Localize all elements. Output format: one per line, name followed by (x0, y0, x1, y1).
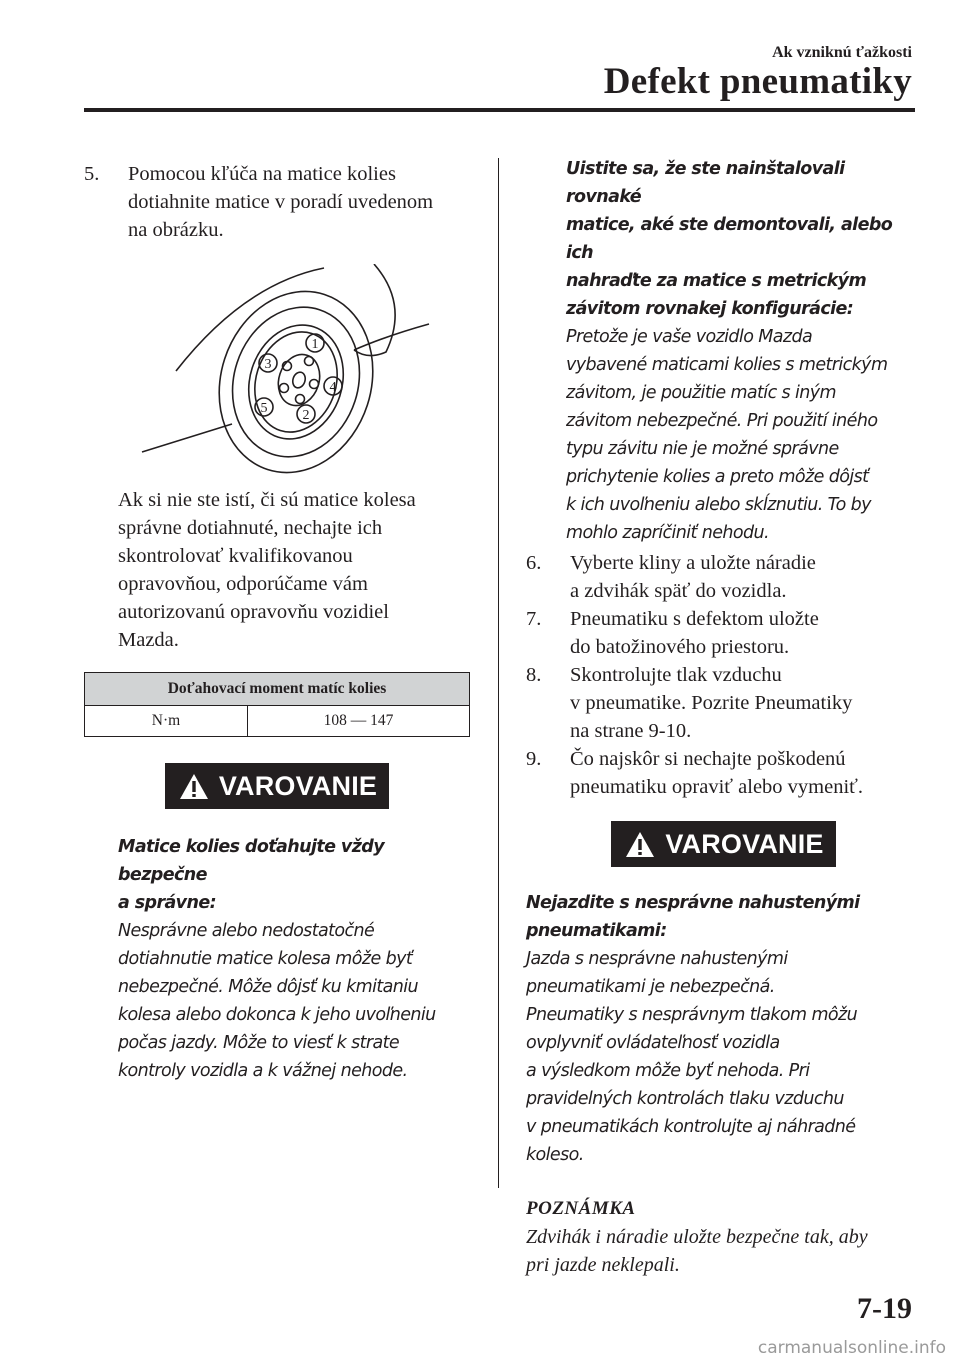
warning-text-line: mohlo zapríčiniť nehodu. (566, 523, 769, 543)
nut-label-1: 1 (311, 337, 319, 352)
warning-text-line: pravidelných kontrolách tlaku vzduchu (526, 1089, 844, 1109)
torque-table-header: Doťahovací moment matíc kolies (85, 673, 470, 706)
step-9 (526, 745, 921, 801)
text-line: Ak si nie ste istí, či sú matice kolesa (118, 489, 416, 511)
ground-line (142, 424, 232, 452)
step-number: 7. (526, 608, 542, 630)
torque-unit: N·m (85, 706, 248, 737)
warning-title-line: a správne: (118, 893, 217, 913)
warning-text-line: kolesa alebo dokonca k jeho uvoľneniu (118, 1005, 436, 1025)
warning-title-line: Uistite sa, že ste nainštalovali rovnaké (566, 159, 845, 207)
warning-title-line: pneumatikami: (526, 921, 667, 941)
step-number: 8. (526, 664, 542, 686)
column-divider (498, 158, 499, 1188)
warning-banner-wrap (526, 821, 921, 867)
nut-label-4: 4 (329, 380, 337, 395)
page-number: 7-19 (857, 1292, 912, 1325)
warning-text-line: v pneumatikách kontrolujte aj náhradné (526, 1117, 856, 1137)
warning-text-line: ovplyvniť ovládateľnosť vozidla (526, 1033, 780, 1053)
warning-title-line: závitom rovnakej konfigurácie: (566, 299, 854, 319)
step-text-line: na obrázku. (128, 219, 224, 241)
step-5 (84, 160, 470, 244)
step-text-line: Pomocou kľúča na matice kolies (128, 163, 396, 185)
warning-text-line: k ich uvoľneniu alebo skĺznutiu. To by (566, 495, 871, 515)
step-number: 5. (84, 163, 100, 185)
note-text-line: pri jazde neklepali. (526, 1254, 680, 1276)
warning-text-line: typu závitu nie je možné správne (566, 439, 839, 459)
warning-text-line: Jazda s nesprávne nahustenými (526, 949, 788, 969)
warning-text-line: pneumatikami je nebezpečná. (526, 977, 775, 997)
warning-title-line: nahraďte za matice s metrickým (566, 271, 867, 291)
nut-label-5: 5 (260, 401, 268, 416)
tire-inner (214, 291, 379, 474)
text-line: správne dotiahnuté, nechajte ich (118, 517, 383, 539)
torque-table (84, 672, 470, 737)
step-6 (526, 549, 921, 605)
tire-outer (196, 271, 396, 474)
step-text-line: Vyberte kliny a uložte náradie (570, 552, 816, 574)
warning-text-line: nebezpečné. Môže dôjsť ku kmitaniu (118, 977, 419, 997)
step-text-line: na strane 9-10. (570, 720, 692, 742)
warning-banner (611, 821, 835, 867)
step-text-line: pneumatiku opraviť alebo vymeniť. (570, 776, 864, 798)
warning-title-line: Matice kolies doťahujte vždy bezpečne (118, 837, 385, 885)
lug-nut (280, 384, 289, 393)
text-line: opravovňou, odporúčame vám (118, 573, 368, 595)
warning-title-line: Nejazdite s nesprávne nahustenými (526, 893, 860, 913)
note-text-line: Zdvihák i náradie uložte bezpečne tak, aby (526, 1226, 868, 1248)
text-line: skontrolovať kvalifikovanou (118, 545, 353, 567)
note-title: POZNÁMKA (526, 1198, 636, 1219)
step-text-line: Čo najskôr si nechajte poškodenú (570, 748, 846, 770)
lug-nut (310, 380, 319, 389)
warning-text-line: koleso. (526, 1145, 584, 1165)
warning-text-line: kontroly vozidla a k vážnej nehode. (118, 1061, 408, 1081)
steps-list (526, 549, 921, 801)
nut-label-2: 2 (302, 408, 310, 423)
step-text-line: v pneumatike. Pozrite Pneumatiky (570, 692, 853, 714)
warning-triangle-icon (625, 831, 655, 858)
note-block (526, 1195, 921, 1279)
warning-text-line: počas jazdy. Môže to viesť k strate (118, 1033, 400, 1053)
warning-text-line: závitom nebezpečné. Pri použití iného (566, 411, 878, 431)
fender-arch (176, 268, 324, 371)
step-text-line: Pneumatiku s defektom uložte (570, 608, 819, 630)
warning-label: VAROVANIE (665, 828, 824, 859)
header-rule (84, 108, 915, 112)
text-line: Mazda. (118, 629, 179, 651)
warning-text-line: a výsledkom môže byť nehoda. Pri (526, 1061, 810, 1081)
warning-banner (165, 763, 389, 809)
warning-text-line: závitom, je použitie matíc s iným (566, 383, 836, 403)
tire-pressure-warning (526, 889, 921, 1169)
lug-nut (305, 357, 314, 366)
step-number: 9. (526, 748, 542, 770)
warning-banner-wrap (84, 763, 470, 809)
text-line: autorizovanú opravovňu vozidiel (118, 601, 389, 623)
warning-text-line: prichytenie kolies a preto môže dôjsť (566, 467, 869, 487)
torque-value: 108 ― 147 (248, 706, 470, 737)
warning-title-line: matice, aké ste demontovali, alebo ich (566, 215, 893, 263)
left-column (84, 160, 470, 1085)
warning-text-line: dotiahnutie matice kolesa môže byť (118, 949, 413, 969)
section-title: Ak vzniknú ťažkosti (772, 44, 912, 61)
warning-label: VAROVANIE (218, 770, 378, 801)
step-text-line: a zdvihák späť do vozidla. (570, 580, 787, 602)
step-text-line: Skontrolujte tlak vzduchu (570, 664, 782, 686)
hub-ring (272, 349, 326, 411)
warning-text-line: Pretože je vaše vozidlo Mazda (566, 327, 813, 347)
step-7 (526, 605, 921, 661)
warning-content (84, 833, 470, 1085)
nut-label-3: 3 (264, 357, 272, 372)
warning-text-line: vybavené maticami kolies s metrickým (566, 355, 888, 375)
warning-triangle-icon (179, 773, 209, 800)
wheel-nut-order-figure (124, 264, 464, 474)
step-text-line: dotiahnite matice v poradí uvedenom (128, 191, 434, 213)
step-8 (526, 661, 921, 745)
watermark: carmanualsonline.info (757, 1338, 946, 1358)
step-number: 6. (526, 552, 542, 574)
tightening-advice (84, 486, 470, 654)
warning-text-line: Nesprávne alebo nedostatočné (118, 921, 375, 941)
lug-nut (296, 395, 305, 404)
step-text-line: do batožinového priestoru. (570, 636, 790, 658)
right-column (526, 155, 921, 1279)
page-title: Defekt pneumatiky (603, 61, 912, 102)
hub-center (291, 371, 307, 390)
metric-nut-warning-continued (526, 155, 921, 547)
warning-text-line: Pneumatiky s nesprávnym tlakom môžu (526, 1005, 858, 1025)
